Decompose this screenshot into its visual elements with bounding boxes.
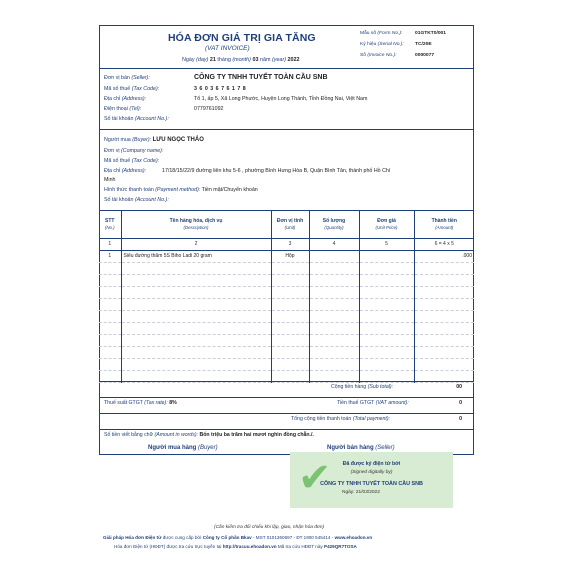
payment-method: Tiền mặt/Chuyển khoản <box>201 187 258 193</box>
col-header-amount: Thành tiền (Amount) <box>414 211 474 239</box>
item-description: Siêu đường thăm 5S Biho Ladi 20 gram <box>121 251 271 263</box>
footer-lookup-text: Hóa đơn Điện tử (HĐĐT) được tra cứu trực tuyến tại <box>114 544 222 549</box>
serial-no-label: Ký hiệu <box>360 42 377 47</box>
invoice-no-value: 0000077 <box>415 53 435 58</box>
subtotal-label-en: (Sub total): <box>367 384 394 390</box>
seller-name-label-en: (Seller): <box>131 75 150 81</box>
footer-website-link[interactable]: www.ehoadon.vn <box>334 535 373 540</box>
divider <box>99 129 474 130</box>
index-cell: 2 <box>121 239 271 251</box>
buyer-address-row <box>104 168 391 175</box>
table-header-row <box>99 211 474 239</box>
footer-lookup-link[interactable]: http://tracuu.ehoadon.vn <box>222 544 277 549</box>
buyer-address-label: Địa chỉ <box>104 168 121 174</box>
index-cell: 6 = 4 x 5 <box>414 239 474 251</box>
vat-amount-value: 0 <box>459 400 462 406</box>
year-label-en: (year) <box>271 57 287 63</box>
serial-no <box>360 42 432 48</box>
col-header-description: Tên hàng hóa, dịch vụ (Description) <box>121 211 271 239</box>
month-label: tháng <box>217 57 231 63</box>
buyer-sign-label: Người mua hàng <box>148 445 197 451</box>
seller-address: Tổ 1, ấp 5, Xã Long Phước, Huyện Long Thành, Tỉnh Đồng Nai, Việt Nam <box>194 96 368 102</box>
vat-row <box>99 397 474 409</box>
amount-in-words: Bốn triệu ba trăm hai mươi nghìn đồng chẵn./. <box>199 432 314 438</box>
buyer-sign-title <box>148 445 218 453</box>
vat-amount-label: Tiền thuế GTGT <box>337 400 375 406</box>
item-amount: .000 <box>414 251 474 263</box>
invoice-subtitle: (VAT INVOICE) <box>205 45 250 52</box>
buyer-address-line1: 17/18/15/22/9 đường liên khu 5-6 , phường Bình Hưng Hòa B, Quận Bình Tân, thành phố Hồ Chí <box>162 168 391 174</box>
seller-tax-label: Mã số thuế <box>104 86 131 92</box>
table-row <box>99 299 474 311</box>
total-row <box>99 413 474 425</box>
signed-by-label-en: (Signed digitally by) <box>350 470 393 475</box>
seller-phone-label-en: (Tel): <box>129 106 142 112</box>
footer-lookup-code: P429QR7TOSA <box>324 544 357 549</box>
index-cell: 5 <box>359 239 414 251</box>
day-label: Ngày <box>182 57 195 63</box>
seller-sign-label: Người bán hàng <box>327 445 374 451</box>
vat-rate-value: 8% <box>169 400 177 406</box>
col-header-no: STT (No.) <box>99 211 121 239</box>
words-label: Số tiền viết bằng chữ <box>104 432 154 438</box>
item-no: 1 <box>99 251 121 263</box>
serial-no-value: TC/20E <box>415 42 432 47</box>
table-row <box>99 311 474 323</box>
seller-account-label: Số tài khoản <box>104 116 134 122</box>
form-no <box>360 31 446 37</box>
subtotal-label: Cộng tiền hàng <box>331 384 367 390</box>
table-row <box>99 263 474 275</box>
seller-account-row <box>104 116 169 123</box>
signed-by-label: Đã được ký điện tử bởi <box>342 461 401 467</box>
seller-address-label-en: (Address): <box>121 96 147 102</box>
form-no-label-en: (Form No.): <box>377 31 403 36</box>
buyer-address-line2: Minh <box>104 177 116 183</box>
divider <box>99 68 474 69</box>
buyer-tax-row <box>104 158 159 165</box>
invoice-date <box>182 57 300 64</box>
year-value: 2022 <box>287 57 300 63</box>
buyer-address-label-en: (Address): <box>121 168 147 174</box>
table-row <box>99 287 474 299</box>
table-row <box>99 359 474 371</box>
buyer-company-label: Đơn vị <box>104 148 120 154</box>
table-row <box>99 251 474 263</box>
footer-company: Công ty Cổ phần Bkav <box>202 535 252 540</box>
items-table <box>99 210 474 383</box>
total-label: Tổng cộng tiền thanh toán <box>291 416 352 422</box>
seller-phone: 0779761092 <box>194 106 224 112</box>
month-label-en: (month) <box>232 57 251 63</box>
seller-address-label: Địa chỉ <box>104 96 121 102</box>
index-cell: 1 <box>99 239 121 251</box>
footer-line-1 <box>103 535 372 541</box>
index-row <box>99 239 474 251</box>
table-row <box>99 347 474 359</box>
signed-company: CÔNG TY TNHH TUYẾT TOÀN CẦU SNB <box>320 481 423 487</box>
footer-lookup-code-label: Mã tra cứu HĐĐT này <box>277 544 323 549</box>
total-value: 0 <box>459 416 462 422</box>
seller-tax-code: 3 6 0 3 6 7 6 1 7 8 <box>194 86 247 92</box>
buyer-name-row <box>104 137 204 145</box>
seller-phone-row <box>104 106 224 113</box>
buyer-account-label: Số tài khoản <box>104 197 134 203</box>
seller-name: CÔNG TY TNHH TUYẾT TOÀN CẦU SNB <box>194 74 328 81</box>
footer-line-2 <box>114 544 357 550</box>
footer-solution: Giải pháp Hóa đơn Điện tử <box>103 535 162 540</box>
buyer-company-label-en: (Company name): <box>121 148 164 154</box>
invoice-page <box>94 14 479 557</box>
form-no-label: Mẫu số <box>360 31 377 36</box>
day-label-en: (day) <box>196 57 209 63</box>
index-cell: 4 <box>309 239 359 251</box>
form-no-value: 01GTKT0/001 <box>415 31 446 36</box>
item-unit: Hộp <box>271 251 309 263</box>
col-header-unit: Đơn vị tính (Unit) <box>271 211 309 239</box>
footer-contact: - MST 0101360697 - ĐT 1900 545414 - <box>253 535 334 540</box>
footer-note: (Cần kiểm tra đối chiếu khi lập, giao, nhận hóa đơn) <box>214 525 325 530</box>
item-price <box>359 251 414 263</box>
total-label-en: (Total payment): <box>352 416 391 422</box>
buyer-account-label-en: (Account No.): <box>134 197 169 203</box>
digital-signature-stamp <box>290 452 453 508</box>
day-value: 21 <box>209 57 216 63</box>
words-label-en: (Amount in words): <box>154 432 199 438</box>
seller-name-row <box>104 74 328 82</box>
seller-tax-label-en: (Tax Code): <box>131 86 160 92</box>
seller-phone-label: Điện thoại <box>104 106 128 112</box>
seller-account-label-en: (Account No.): <box>134 116 169 122</box>
seller-address-row <box>104 96 368 103</box>
buyer-name: LƯU NGỌC THẢO <box>152 137 204 143</box>
table-row <box>99 323 474 335</box>
buyer-tax-label: Mã số thuế <box>104 158 131 164</box>
checkmark-icon: ✔ <box>298 456 332 500</box>
payment-label-en: (Payment method): <box>155 187 201 193</box>
seller-tax-row <box>104 86 247 93</box>
buyer-company-row <box>104 148 163 155</box>
seller-name-label: Đơn vị bán <box>104 75 130 81</box>
buyer-tax-label-en: (Tax Code): <box>131 158 160 164</box>
col-header-quantity: Số lượng (Quantity) <box>309 211 359 239</box>
subtotal-value: 00 <box>456 384 462 390</box>
seller-sign-label-en: (Seller) <box>375 445 395 451</box>
payment-row <box>104 187 258 194</box>
table-row <box>99 335 474 347</box>
subtotal-row <box>99 381 474 393</box>
buyer-sign-label-en: (Buyer) <box>197 445 218 451</box>
invoice-no-label-en: (Invoice No.): <box>367 53 397 58</box>
month-value: 03 <box>252 57 259 63</box>
vat-rate-label-en: (Tax rate): <box>144 400 168 406</box>
invoice-title: HÓA ĐƠN GIÁ TRỊ GIA TĂNG <box>168 32 316 44</box>
payment-label: Hình thức thanh toán <box>104 187 154 193</box>
year-label: năm <box>259 57 271 63</box>
buyer-name-label: Người mua <box>104 137 131 143</box>
footer-provided-by: được cung cấp bởi <box>162 535 202 540</box>
invoice-no <box>360 53 435 59</box>
buyer-account-row <box>104 197 169 204</box>
vat-amount-label-en: (VAT amount): <box>375 400 409 406</box>
invoice-no-label: Số <box>360 53 366 58</box>
buyer-name-label-en: (Buyer): <box>132 137 152 143</box>
table-row <box>99 275 474 287</box>
col-header-price: Đơn giá (Unit Price) <box>359 211 414 239</box>
serial-no-label-en: (Serial No.): <box>377 42 404 47</box>
vat-rate-label: Thuế suất GTGT <box>104 400 143 406</box>
amount-words-row <box>99 429 474 441</box>
item-quantity <box>309 251 359 263</box>
signed-date: Ngày: 21/03/2022 <box>342 490 380 495</box>
index-cell: 3 <box>271 239 309 251</box>
